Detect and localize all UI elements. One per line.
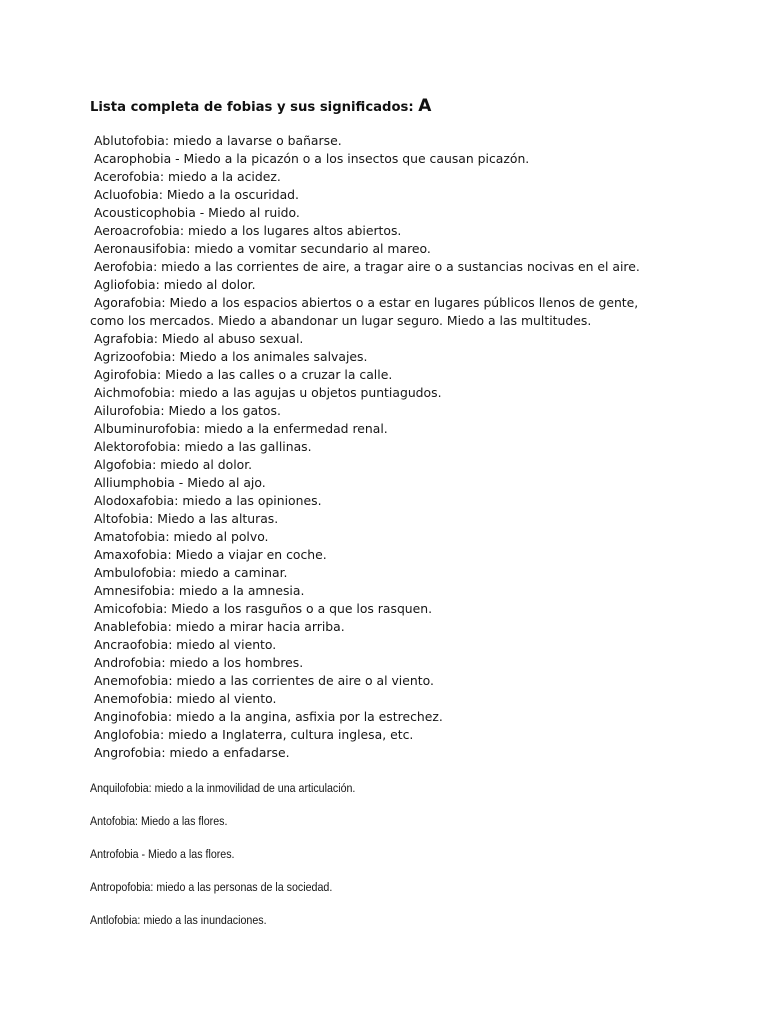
list-item: Ambulofobia: miedo a caminar.	[90, 565, 288, 580]
list-item: Aeronausifobia: miedo a vomitar secundario al mareo.	[90, 241, 431, 256]
paragraph: Antropofobia: miedo a las personas de la sociedad.	[90, 880, 333, 894]
list-item: Agirofobia: Miedo a las calles o a cruzar la calle.	[90, 367, 393, 382]
list-item: Ailurofobia: Miedo a los gatos.	[90, 403, 281, 418]
list-item: Aerofobia: miedo a las corrientes de aire, a tragar aire o a sustancias nocivas en el aire.	[90, 259, 640, 274]
list-item: Alektorofobia: miedo a las gallinas.	[90, 439, 312, 454]
paragraph: Antofobia: Miedo a las flores.	[90, 814, 228, 828]
list-item: Anemofobia: miedo al viento.	[90, 691, 277, 706]
list-item: Agrafobia: Miedo al abuso sexual.	[90, 331, 304, 346]
list-item: Altofobia: Miedo a las alturas.	[90, 511, 279, 526]
paragraph: Antlofobia: miedo a las inundaciones.	[90, 913, 267, 927]
list-item: Alliumphobia - Miedo al ajo.	[90, 475, 266, 490]
list-item: Amatofobia: miedo al polvo.	[90, 529, 269, 544]
heading-text: Lista completa de fobias y sus significados:	[90, 100, 419, 115]
list-item: Acarophobia - Miedo a la picazón o a los insectos que causan picazón.	[90, 151, 530, 166]
list-item: Agliofobia: miedo al dolor.	[90, 277, 256, 292]
list-item: Ancraofobia: miedo al viento.	[90, 637, 277, 652]
list-item: Aeroacrofobia: miedo a los lugares altos abiertos.	[90, 223, 402, 238]
list-item: Anemofobia: miedo a las corrientes de aire o al viento.	[90, 673, 434, 688]
list-item: Aichmofobia: miedo a las agujas u objetos puntiagudos.	[90, 385, 442, 400]
list-item: Acluofobia: Miedo a la oscuridad.	[90, 187, 299, 202]
list-item: Ablutofobia: miedo a lavarse o bañarse.	[90, 133, 342, 148]
list-item: Acousticophobia - Miedo al ruido.	[90, 205, 300, 220]
list-item: Alodoxafobia: miedo a las opiniones.	[90, 493, 322, 508]
list-item: Albuminurofobia: miedo a la enfermedad renal.	[90, 421, 388, 436]
list-item: Amnesifobia: miedo a la amnesia.	[90, 583, 305, 598]
document-heading	[90, 96, 431, 116]
list-item: Angrofobia: miedo a enfadarse.	[90, 745, 290, 760]
list-item: Anginofobia: miedo a la angina, asfixia por la estrechez.	[90, 709, 443, 724]
heading-letter: A	[418, 96, 432, 116]
list-item: Androfobia: miedo a los hombres.	[90, 655, 304, 670]
paragraph: Antrofobia - Miedo a las flores.	[90, 847, 235, 861]
phobia-list	[90, 132, 690, 762]
list-item: Amaxofobia: Miedo a viajar en coche.	[90, 547, 327, 562]
list-item: Anglofobia: miedo a Inglaterra, cultura inglesa, etc.	[90, 727, 414, 742]
list-item: Acerofobia: miedo a la acidez.	[90, 169, 281, 184]
list-item: Algofobia: miedo al dolor.	[90, 457, 253, 472]
list-item: Anablefobia: miedo a mirar hacia arriba.	[90, 619, 345, 634]
list-item: Agrizoofobia: Miedo a los animales salvajes.	[90, 349, 368, 364]
list-item: Agorafobia: Miedo a los espacios abiertos o a estar en lugares públicos llenos de gente, como los mercados. Miedo a abandonar un lugar seguro. Miedo a las multitudes.	[90, 295, 643, 328]
paragraph: Anquilofobia: miedo a la inmovilidad de una articulación.	[90, 781, 356, 795]
list-item: Amicofobia: Miedo a los rasguños o a que los rasquen.	[90, 601, 433, 616]
